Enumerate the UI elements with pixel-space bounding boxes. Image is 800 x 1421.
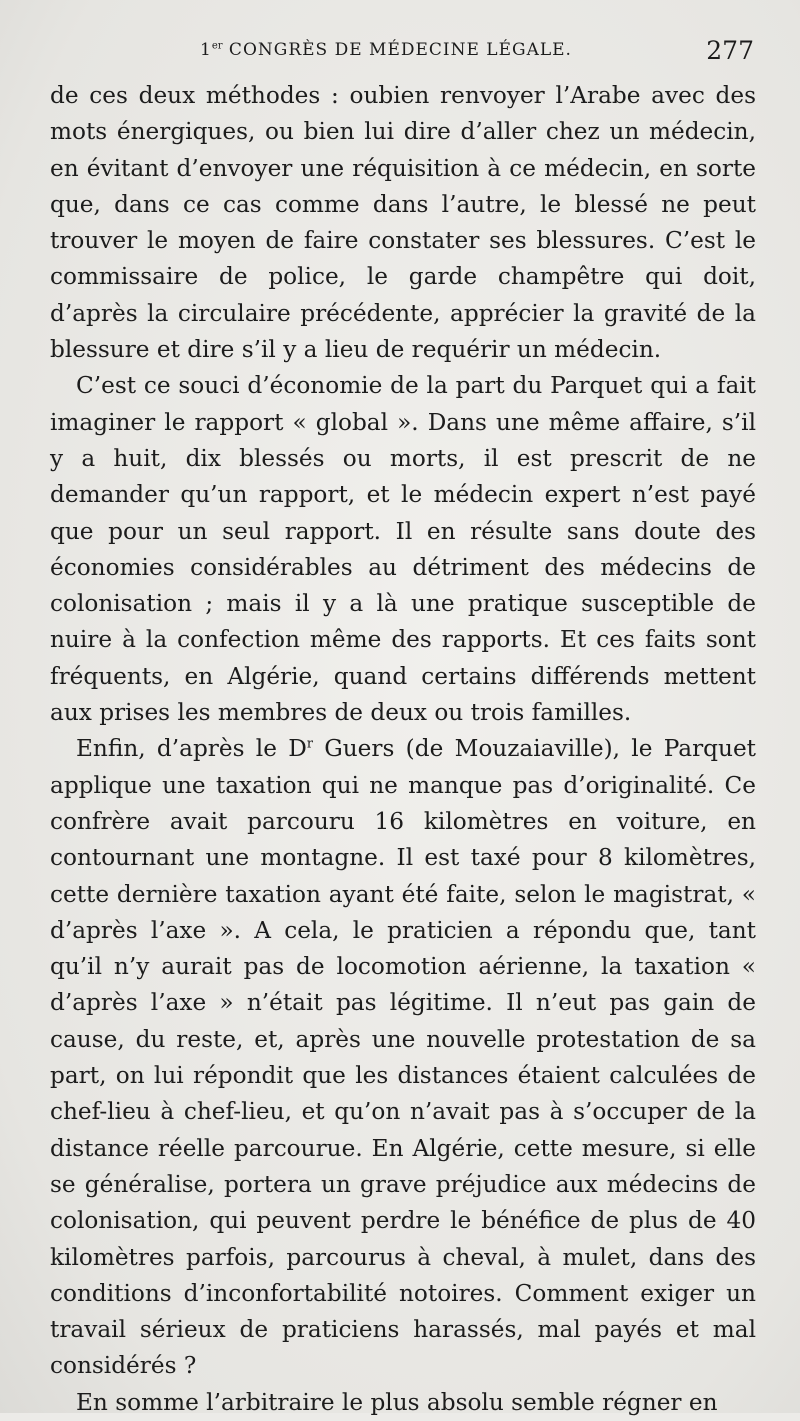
ordinal: 1: [200, 40, 212, 60]
running-header: [0, 36, 800, 76]
paragraph-3-start: Enfin, d’après le D: [76, 735, 307, 763]
paragraph-2: C’est ce souci d’économie de la part du Parquet qui a fait imaginer le rapport « global ». Dans une même affaire, s’il y a huit, dix blessés ou morts, il est prescrit de ne demander qu’un rapport, et le médecin expert n’est payé que pour un seul rapport. Il en résulte sans doute des économies considérables au détriment des médecins de colonisation ; mais il y a là une pratique susceptible de nuire à la confection même des rapports. Et ces faits sont fréquents, en Algérie, quand certains différends mettent aux prises les membres de deux ou trois familles.: [50, 372, 756, 727]
ordinal-suffix: er: [211, 40, 223, 52]
paragraph-3: [50, 731, 756, 1384]
paragraph-4: En somme l’arbitraire le plus absolu semble régner en: [76, 1388, 718, 1416]
running-title: [200, 40, 572, 60]
paragraph-1: de ces deux méthodes : oubien renvoyer l’Arabe avec des mots énergiques, ou bien lui dire d’aller chez un médecin, en évitant d’envoyer une réquisition à ce médecin, en sorte que, dans ce cas comme dans l’autre, le blessé ne peut trouver le moyen de faire constater ses blessures. C’est le commissaire de police, le garde champêtre qui doit, d’après la circulaire précédente, apprécier la gravité de la blessure et dire s’il y a lieu de requérir un médecin.: [50, 82, 756, 364]
doctor-abbrev-superscript: r: [306, 736, 313, 752]
running-title-text: CONGRÈS DE MÉDECINE LÉGALE.: [222, 40, 572, 60]
page-number: 277: [706, 36, 754, 65]
body-text: [50, 78, 756, 1421]
paragraph-3-rest: Guers (de Mouzaiaville), le Parquet applique une taxation qui ne manque pas d’originalité. Ce confrère avait parcouru 16 kilomètres en voiture, en contournant une montagne. Il est taxé pour 8 kilomètres, cette dernière taxation ayant été faite, selon le magistrat, « d’après l’axe ». A cela, le praticien a répondu que, tant qu’il n’y aurait pas de locomotion aérienne, la taxation « d’après l’axe » n’était pas légitime. Il n’eut pas gain de cause, du reste, et, après une nouvelle protestation de sa part, on lui répondit que les distances étaient calculées de chef-lieu à chef-lieu, et qu’on n’avait pas à s’occuper de la distance réelle parcourue. En Algérie, cette mesure, si elle se généralise, portera un grave préjudice aux médecins de colonisation, qui peuvent perdre le bénéfice de plus de 40 kilomètres parfois, parcourus à cheval, à mulet, dans des conditions d’inconfortabilité notoires. Comment exiger un travail sérieux de praticiens harassés, mal payés et mal considérés ?: [50, 735, 756, 1380]
